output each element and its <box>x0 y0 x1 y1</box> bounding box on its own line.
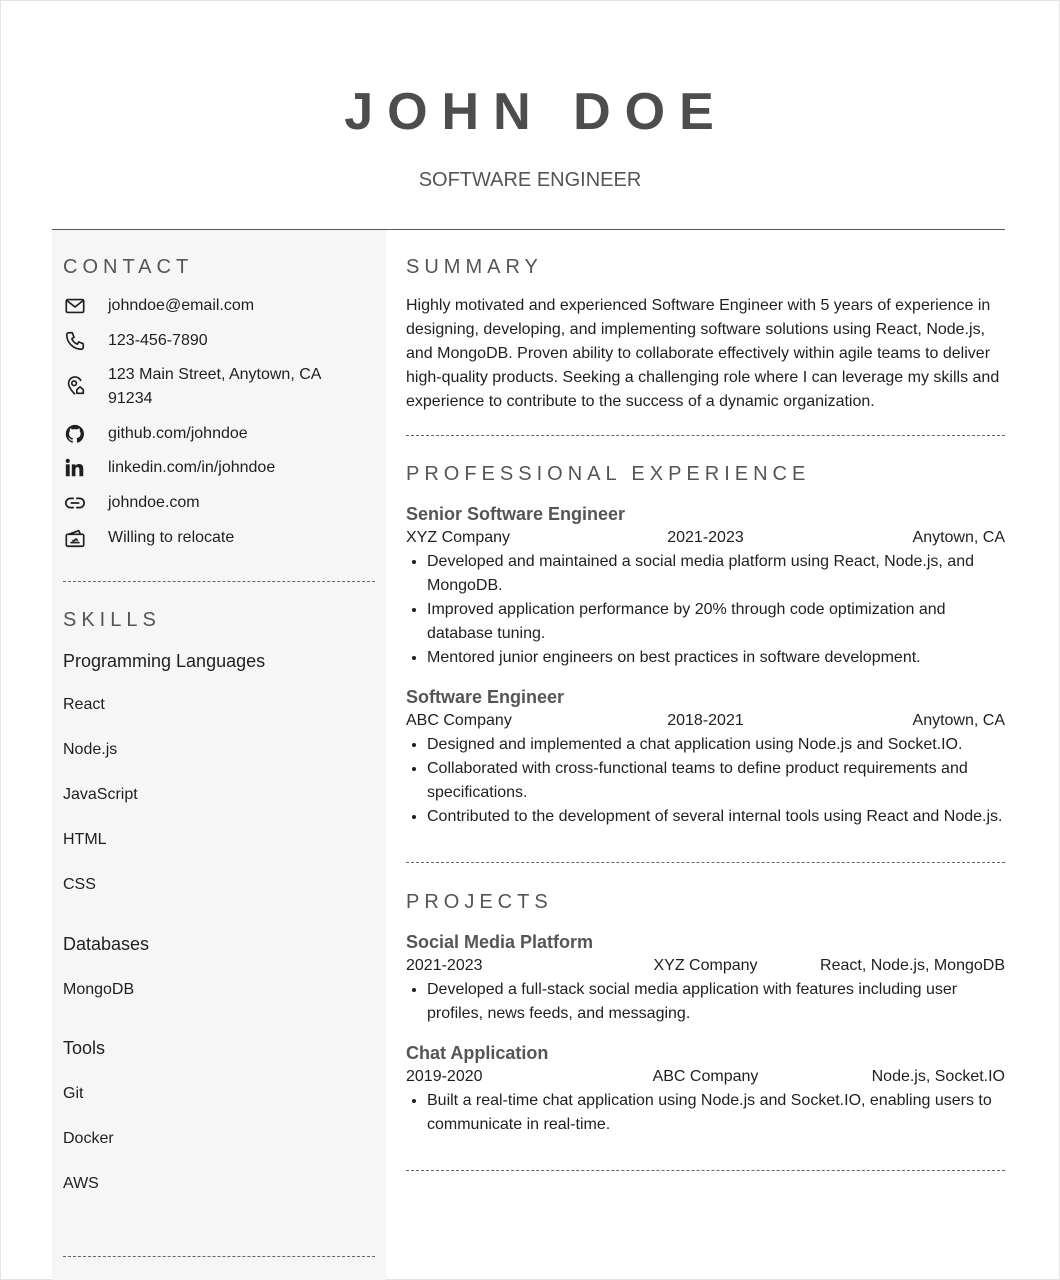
bullet-item: • Mentored junior engineers on best practices in software development. <box>427 646 1005 670</box>
relocate-icon <box>63 526 87 550</box>
experience-location: Anytown, CA <box>912 529 1005 546</box>
skill-item: CSS <box>63 876 96 893</box>
phone-icon <box>63 329 87 353</box>
summary-heading: SUMMARY <box>406 256 543 278</box>
project-entry <box>406 930 1005 1026</box>
github-icon <box>63 422 87 446</box>
section-divider <box>406 435 1005 436</box>
experience-meta <box>406 709 1005 733</box>
project-title: Social Media Platform <box>406 932 594 952</box>
contact-github[interactable] <box>63 422 363 446</box>
skill-category-databases: Databases <box>63 934 150 954</box>
experience-company: XYZ Company <box>406 529 511 546</box>
project-meta <box>406 1065 1005 1089</box>
experience-bullets <box>406 550 1005 670</box>
location-icon <box>63 374 87 398</box>
skill-item: React <box>63 696 105 713</box>
project-meta <box>406 954 1005 978</box>
bullet-item: • Improved application performance by 20% through code optimization and database tuning. <box>427 598 1005 646</box>
experience-company: ABC Company <box>406 712 512 729</box>
person-name: JOHN DOE <box>344 83 728 141</box>
experience-title: Software Engineer <box>406 687 565 707</box>
skill-item: MongoDB <box>63 981 135 998</box>
project-dates: 2019-2020 <box>406 1068 483 1085</box>
contact-linkedin-text: linkedin.com/in/johndoe <box>108 459 276 477</box>
contact-website[interactable] <box>63 491 363 515</box>
bullet-item: • Developed a full-stack social media application with features including user profiles, news feeds, and messaging. <box>427 978 1005 1026</box>
contact-address <box>63 363 363 411</box>
contact-list <box>63 294 363 560</box>
skill-category-programming-languages: Programming Languages <box>63 651 266 671</box>
contact-email[interactable] <box>63 294 363 318</box>
bullet-item: • Designed and implemented a chat application using Node.js and Socket.IO. <box>427 733 1005 757</box>
job-title: SOFTWARE ENGINEER <box>418 169 642 191</box>
contact-phone-text: 123-456-7890 <box>108 331 208 349</box>
experience-dates: 2021-2023 <box>667 529 744 546</box>
section-divider <box>406 862 1005 863</box>
skill-item: Docker <box>63 1130 114 1147</box>
experience-meta <box>406 526 1005 550</box>
experience-title: Senior Software Engineer <box>406 504 626 524</box>
contact-relocate-text: Willing to relocate <box>108 528 235 546</box>
sidebar-divider <box>63 581 375 582</box>
bullet-item: • Contributed to the development of several internal tools using React and Node.js. <box>427 805 1005 829</box>
bullet-item: • Collaborated with cross-functional teams to define product requirements and specifications. <box>427 757 1005 805</box>
skills-heading: SKILLS <box>63 609 161 631</box>
project-tech: React, Node.js, MongoDB <box>820 957 1005 974</box>
skill-item: Node.js <box>63 741 118 758</box>
mail-icon <box>63 294 87 318</box>
skills-list <box>63 649 363 1194</box>
skill-category-tools: Tools <box>63 1038 106 1058</box>
contact-heading: CONTACT <box>63 256 194 278</box>
contact-linkedin[interactable] <box>63 456 363 480</box>
project-company: ABC Company <box>652 1068 759 1085</box>
contact-phone[interactable] <box>63 329 363 353</box>
experience-entry <box>406 502 1005 670</box>
bullet-item: • Developed and maintained a social media platform using React, Node.js, and MongoDB. <box>427 550 1005 598</box>
skill-item: AWS <box>63 1175 99 1192</box>
skill-item: Git <box>63 1085 84 1102</box>
linkedin-icon <box>63 456 87 480</box>
projects-heading: PROJECTS <box>406 891 553 913</box>
experience-heading: PROFESSIONAL EXPERIENCE <box>406 463 811 485</box>
project-title: Chat Application <box>406 1043 549 1063</box>
experience-entry <box>406 685 1005 829</box>
skill-item: JavaScript <box>63 786 138 803</box>
skill-item: HTML <box>63 831 107 848</box>
experience-location: Anytown, CA <box>912 712 1005 729</box>
contact-website-text: johndoe.com <box>108 493 200 511</box>
summary-text: Highly motivated and experienced Software Engineer with 5 years of experience in designing, developing, and implementing software solutions using React, Node.js, and MongoDB. Proven ability to collaborate effectively within agile teams to deliver high-quality products. Seeking a challenging role where I can leverage my skills and experience to contribute to the success of a dynamic organization. <box>406 297 1000 410</box>
project-dates: 2021-2023 <box>406 957 483 974</box>
contact-relocate <box>63 526 363 550</box>
bullet-item: • Built a real-time chat application using Node.js and Socket.IO, enabling users to communicate in real-time. <box>427 1089 1005 1137</box>
resume-header <box>0 0 1060 230</box>
sidebar <box>52 230 386 1280</box>
link-icon <box>63 491 87 515</box>
project-entry <box>406 1041 1005 1137</box>
project-tech: Node.js, Socket.IO <box>871 1068 1005 1085</box>
project-bullets <box>406 978 1005 1026</box>
experience-dates: 2018-2021 <box>667 712 744 729</box>
contact-github-text: github.com/johndoe <box>108 424 248 442</box>
experience-bullets <box>406 733 1005 829</box>
sidebar-divider <box>63 1256 375 1257</box>
project-bullets <box>406 1089 1005 1137</box>
project-company: XYZ Company <box>653 957 758 974</box>
contact-address-text: 123 Main Street, Anytown, CA 91234 <box>108 366 321 408</box>
section-divider <box>406 1170 1005 1171</box>
contact-email-text: johndoe@email.com <box>108 297 255 314</box>
